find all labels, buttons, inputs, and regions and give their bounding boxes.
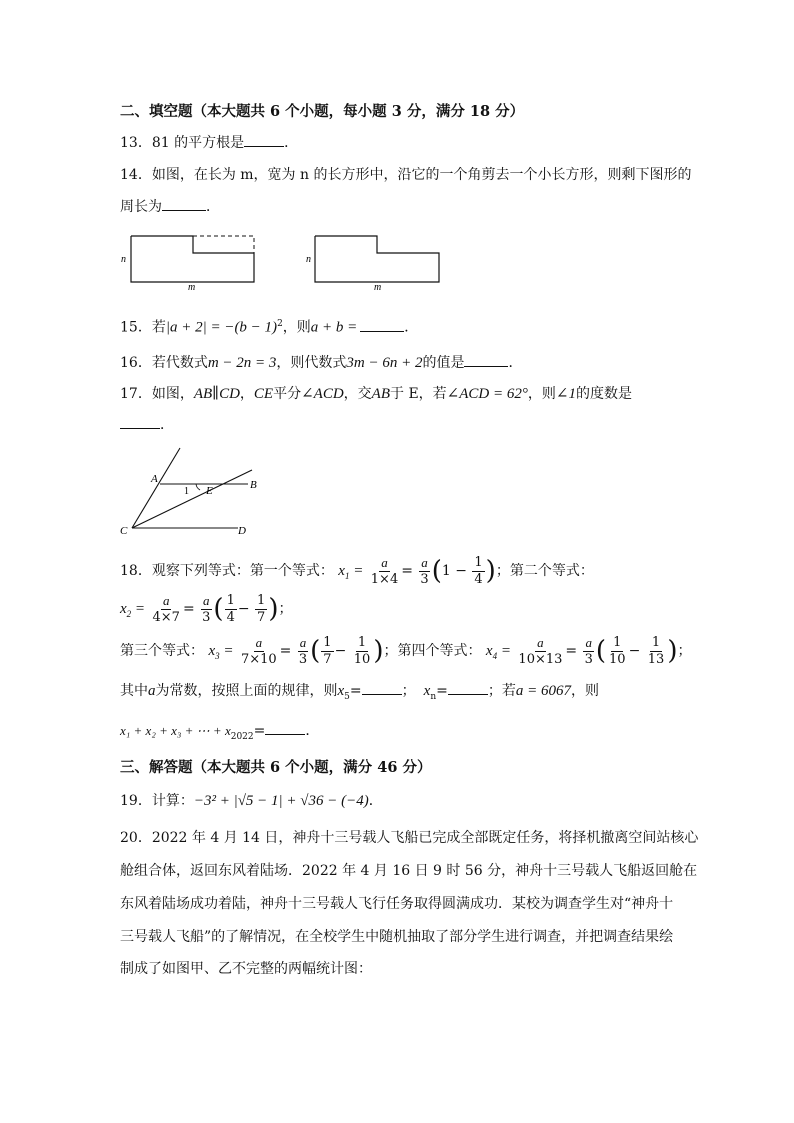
question-18-line-4 <box>120 680 599 707</box>
answer-blank[interactable] <box>120 414 160 429</box>
subscript: n <box>430 691 437 702</box>
point-b-label: B <box>250 479 257 491</box>
question-14-line-2 <box>120 196 220 217</box>
question-13-text: 13．81 的平方根是 <box>120 135 245 151</box>
rectangle-figure-right <box>306 236 439 292</box>
point-c-label: C <box>120 525 128 537</box>
label-n-left: n <box>121 254 126 265</box>
question-14-figure <box>115 230 455 292</box>
subscript: 5 <box>344 691 350 702</box>
text: 平分 <box>273 386 302 402</box>
point-d-label: D <box>238 525 246 537</box>
math-ab-parallel-cd: AB∥CD <box>193 386 240 402</box>
section-3-heading: 三、解答题（本大题共 6 个小题，满分 46 分） <box>120 759 432 776</box>
text: ，交 <box>343 386 372 402</box>
question-14-line-1: 14．如图，在长为 m，宽为 n 的长方形中，沿它的一个角剪去一个小长方形，则剩下图形的 <box>120 167 692 183</box>
answer-blank[interactable] <box>464 352 508 367</box>
question-18-line-2: $x_2$ = $\frac{a}{4\times 7}$ = $\frac{a}{3}$ ( $\frac{1}{4}$ − $\frac{1}{7}$ )； <box>120 592 293 625</box>
math-a: a <box>148 683 156 699</box>
label-m-left: m <box>188 282 196 292</box>
text: = <box>436 683 448 699</box>
text: ，则 <box>527 386 556 402</box>
math-ce: CE <box>253 386 274 402</box>
text: ；若 <box>487 683 516 699</box>
question-18-line-5 <box>120 720 319 747</box>
text: 的度数是 <box>575 386 632 402</box>
math-condition: a = 6067 <box>515 683 571 699</box>
question-16-expression-1: m − 2n = 3 <box>207 355 277 371</box>
math-sum: x₁ + x₂ + x₃ + ⋯ + x <box>120 723 231 738</box>
section-2-heading: 二、填空题（本大题共 6 个小题，每小题 3 分，满分 18 分） <box>120 103 525 120</box>
angle-1-label: 1 <box>184 486 189 497</box>
text: 于 E，若 <box>390 386 447 402</box>
period: ． <box>284 135 299 151</box>
text: ， <box>239 386 254 402</box>
text: 为常数，按照上面的规律，则 <box>155 683 338 699</box>
period: ． <box>404 319 419 336</box>
question-18-line-1: 18．观察下列等式：第一个等式： $x_1$ = $\frac{a}{1\times 4}$ = $\frac{a}{3}$ (1 − $\frac{1}{4}$ )；第二个等式： <box>120 554 594 587</box>
math-angle-value: ∠ACD = 62° <box>446 386 528 402</box>
answer-blank[interactable] <box>448 680 488 695</box>
text: = <box>349 683 362 699</box>
question-20-line-4: 三号载人飞船”的了解情况，在全校学生中随机抽取了部分学生进行调查，并把调查结果绘 <box>120 929 674 945</box>
subscript: 2022 <box>230 731 254 742</box>
math-x: x <box>337 683 345 699</box>
question-17-geometry-figure <box>116 444 276 538</box>
text: ； <box>401 683 416 699</box>
question-16-mid: ，则代数式 <box>276 355 347 371</box>
text: ，则 <box>570 683 599 699</box>
question-19-expression: −3² + |√5 − 1| + √36 − (−4) <box>193 793 369 809</box>
text: 其中 <box>120 683 148 699</box>
question-17-line-2 <box>120 414 174 435</box>
text: 17．如图， <box>120 386 194 402</box>
math-ab: AB <box>371 386 390 402</box>
question-15-expression: |a + 2| = −(b − 1) <box>165 319 278 336</box>
question-15-ask: a + b = <box>310 319 358 336</box>
math-angle-acd: ∠ACD <box>301 386 344 402</box>
question-15 <box>120 314 418 338</box>
math-angle-1: ∠1 <box>555 386 576 402</box>
answer-blank[interactable] <box>162 196 206 211</box>
point-e-label: E <box>206 485 213 497</box>
question-18-prefix: 18．观察下列等式：第一个等式： <box>120 563 334 579</box>
question-16 <box>120 352 522 373</box>
question-16-prefix: 16．若代数式 <box>120 355 208 371</box>
question-17-line-1 <box>120 384 632 404</box>
question-15-mid: ，则 <box>282 319 311 336</box>
question-16-end-text: 的值是 <box>422 355 465 371</box>
question-18-separator: ；第二个等式： <box>495 563 594 579</box>
question-16-expression-2: 3m − 6n + 2 <box>346 355 423 371</box>
answer-blank[interactable] <box>360 317 404 332</box>
answer-blank[interactable] <box>244 132 284 147</box>
question-18-line-3: 第三个等式： $x_3$ = $\frac{a}{7\times 10}$ = $\frac{a}{3}$ ( $\frac{1}{7}$ − $\frac{1}{10}$ )；第四个等式： $x_4$ = $\frac{a}{10\times 13}$ = $\frac{a}{3}$ ( $\frac{1}{10}$ − $\frac{1}{13}$ )； <box>120 634 692 667</box>
question-18-fourth-prefix: ；第四个等式： <box>383 643 482 659</box>
question-20-line-2: 舱组合体，返回东风着陆场．2022 年 4 月 16 日 9 时 56 分，神舟十三号载人飞船返回舱在 <box>120 863 698 879</box>
period: ． <box>305 723 320 739</box>
period: ． <box>508 355 523 371</box>
text: = <box>253 723 266 739</box>
question-20-line-5: 制成了如图甲、乙不完整的两幅统计图： <box>120 961 372 977</box>
label-m-right: m <box>374 282 382 292</box>
rectangle-figure-left <box>121 236 254 292</box>
period: ． <box>160 417 174 433</box>
question-20-line-3: 东风着陆场成功着陆，神舟十三号载人飞行任务取得圆满成功．某校为调查学生对“神舟十 <box>120 896 674 912</box>
exponent: 2 <box>277 319 283 329</box>
question-15-prefix: 15．若 <box>120 319 166 336</box>
question-20-line-1: 20．2022 年 4 月 14 日，神舟十三号载人飞船已完成全部既定任务，将择机撤离空间站核心 <box>120 830 699 846</box>
question-19-prefix: 19．计算： <box>120 793 194 809</box>
answer-blank[interactable] <box>265 720 305 735</box>
question-13 <box>120 132 298 153</box>
answer-blank[interactable] <box>362 680 402 695</box>
question-19 <box>120 791 383 811</box>
point-a-label: A <box>151 473 158 485</box>
question-18-third-prefix: 第三个等式： <box>120 643 204 659</box>
period: ． <box>206 199 220 215</box>
math-x: x <box>423 683 431 699</box>
label-n-right: n <box>306 254 311 265</box>
period: ． <box>368 793 383 809</box>
question-14-text: 周长为 <box>120 199 162 215</box>
